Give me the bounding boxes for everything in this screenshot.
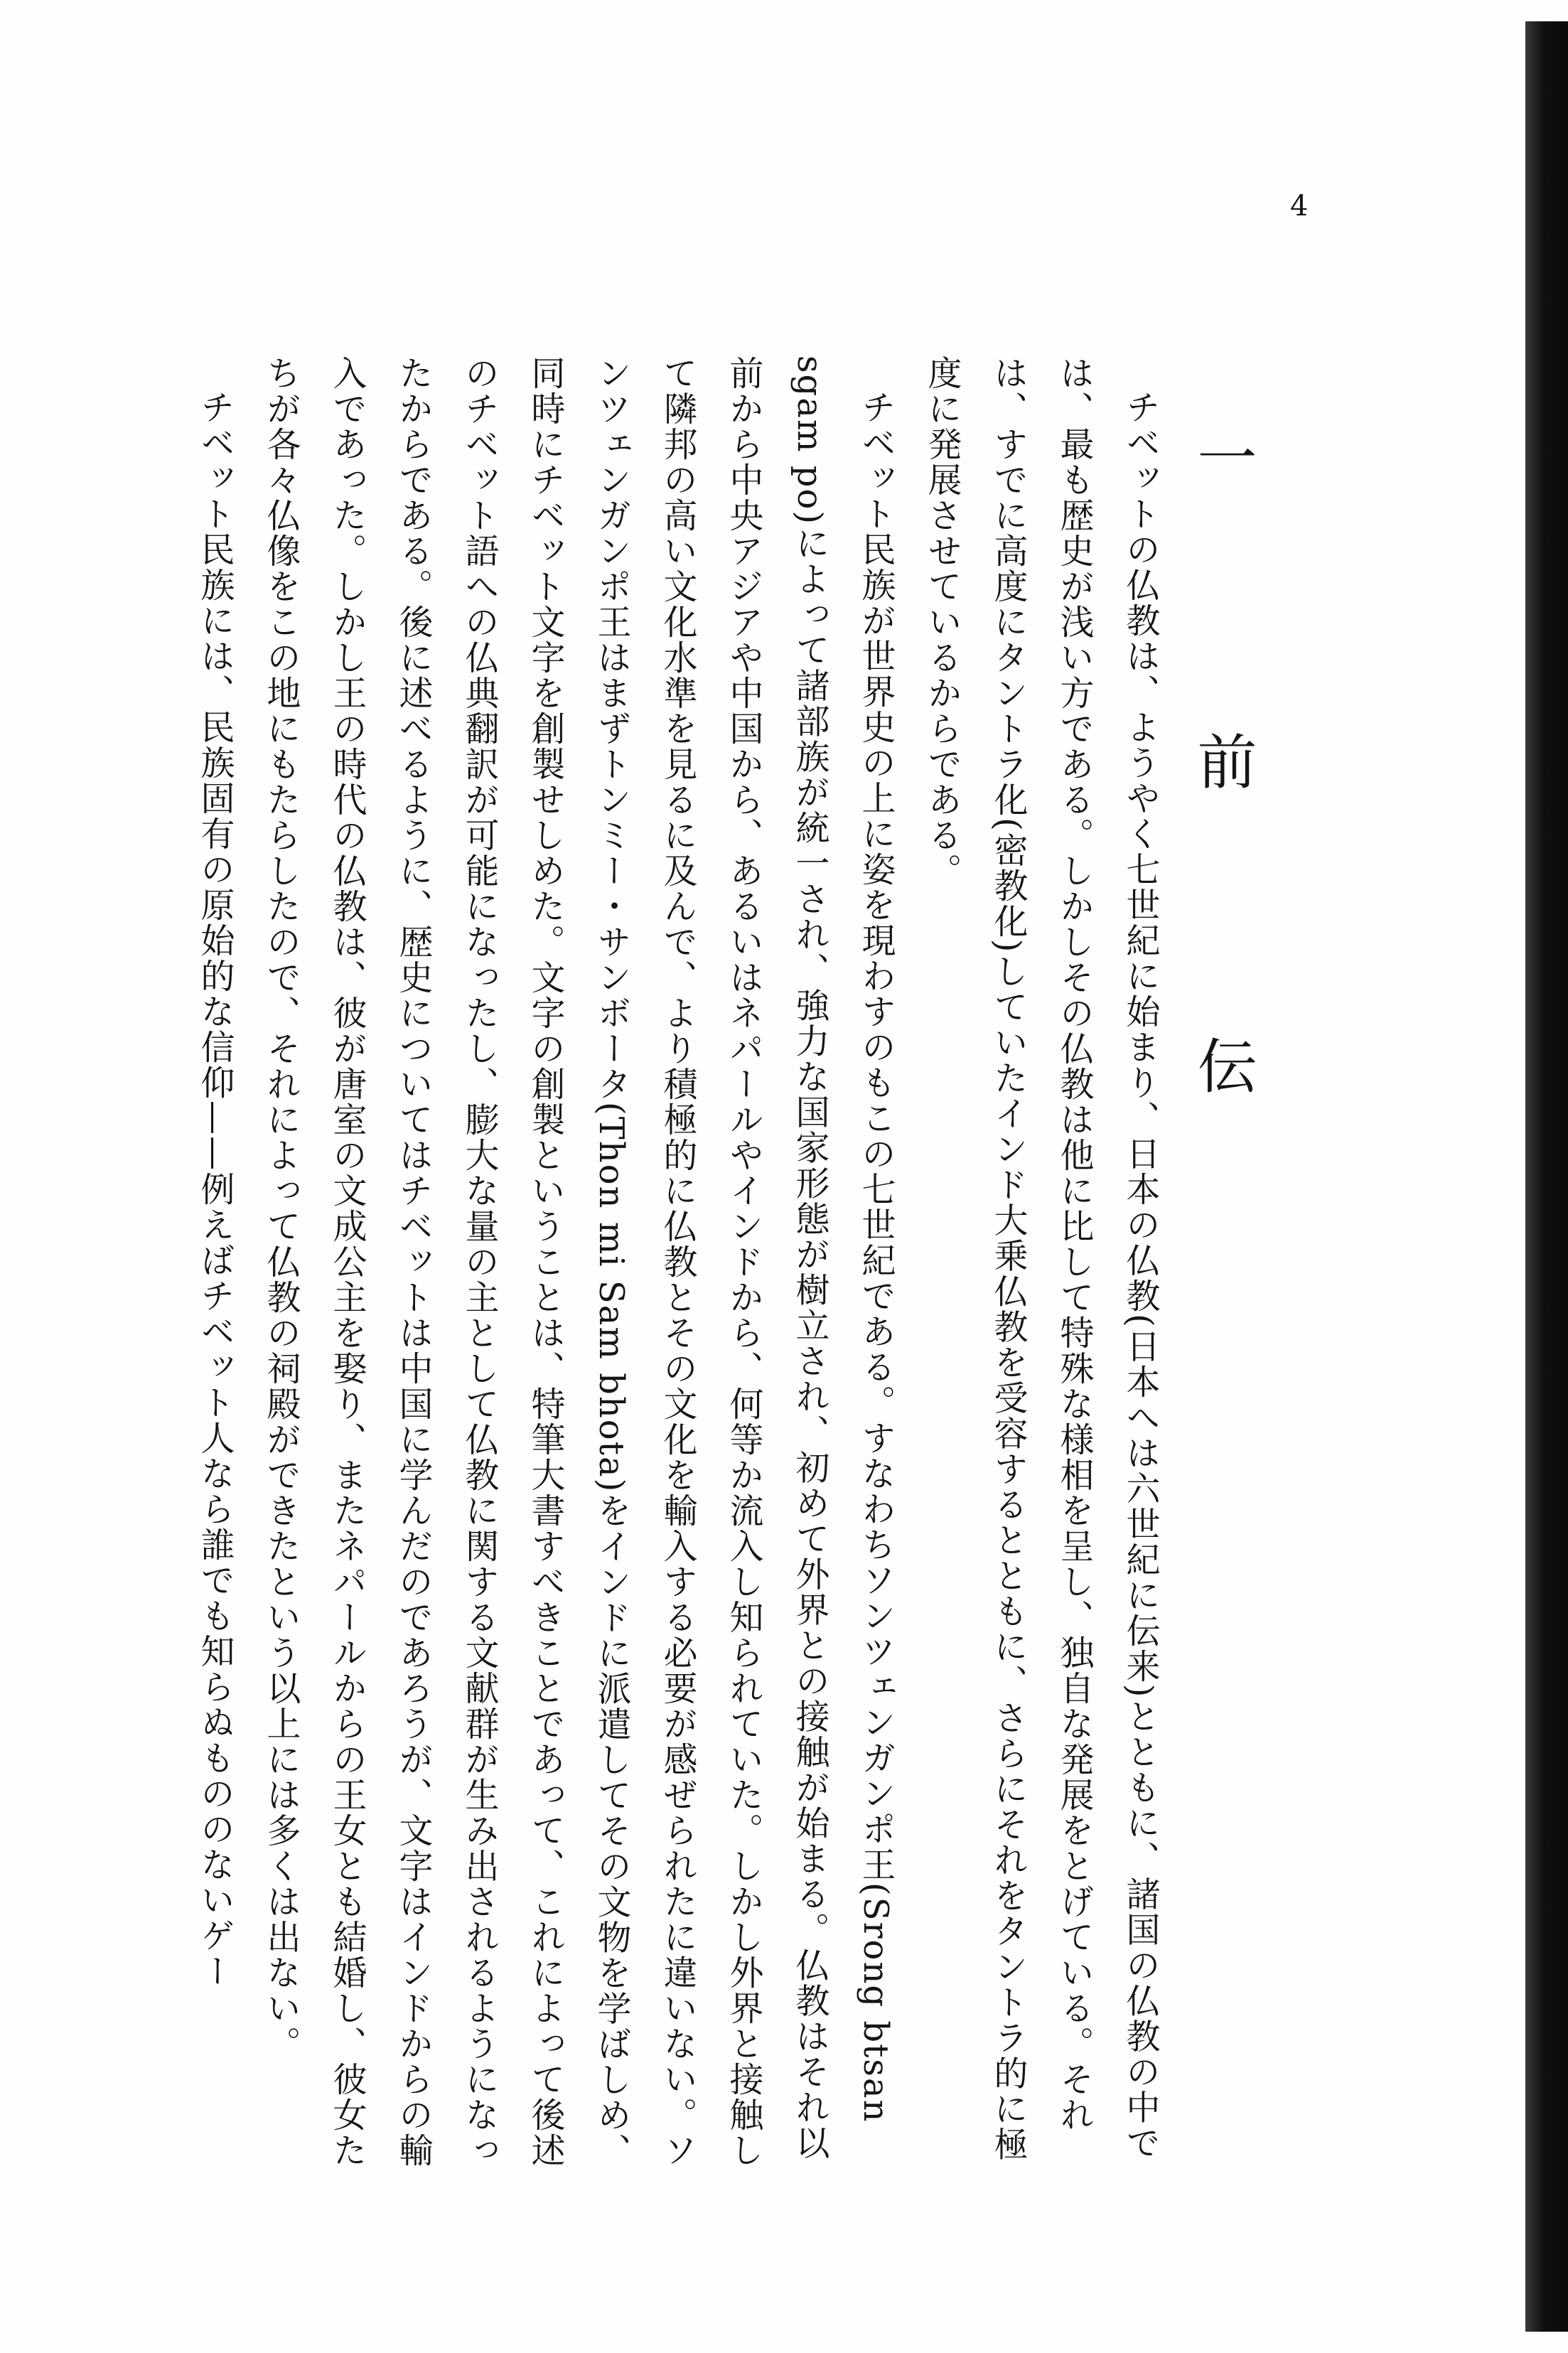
scan-binding-edge — [1525, 21, 1568, 2332]
paragraph: チベットの仏教は、ようやく七世紀に始まり、日本の仏教(日本へは六世紀に伝来)とともに、諸国の仏教の中では、最も歴史が浅い方である。しかしその仏教は他に比して特殊な様相を呈し、独自な発展をとげている。それは、すでに高度にタントラ化(密教化)していたインド大乗仏教を受容するとともに、さらにそれをタントラ的に極度に発展させているからである。 — [922, 355, 1160, 2162]
paragraph: チベット民族には、民族固有の原始的な信仰——例えばチベット人なら誰でも知らぬもののないゲー — [195, 390, 235, 1989]
page-number: 4 — [1290, 190, 1309, 223]
paragraph: チベット民族が世界史の上に姿を現わすのもこの七世紀である。すなわちソンツェンガンポ王(Srong btsan sgam po)によって諸部族が統一され、強力な国家形態が樹立され、初めて外界との接触が始まる。仏教はそれ以前から中央アジアや中国から、あるいはネパールやインドから、何等か流入し知られていた。しかし外界と接触して隣邦の高い文化水準を見るに及んで、より積極的に仏教とその文化を輸入する必要が感ぜられたに違いない。ソンツェンガンポ王はまずトンミー・サンボータ(Thon mi Sam bhota)をインドに派遣してその文物を学ばしめ、同時にチベット文字を創製せしめた。文字の創製ということは、特筆大書すべきことであって、これによって後述のチベット語への仏典翻訳が可能になったし、膨大な量の主として仏教に関する文献群が生み出されるようになったからである。後に述べるように、歴史についてはチベットは中国に学んだのであろうが、文字はインドからの輸入であった。しかし王の時代の仏教は、彼が唐室の文成公主を娶り、またネパールからの王女とも結婚し、彼女たちが各々仏像をこの地にもたらしたので、それによって仏教の祠殿ができたという以上には多くは出ない。 — [261, 355, 896, 2169]
chapter-title: 一 前 伝 — [1188, 427, 1257, 1187]
body-text — [107, 355, 1173, 2175]
